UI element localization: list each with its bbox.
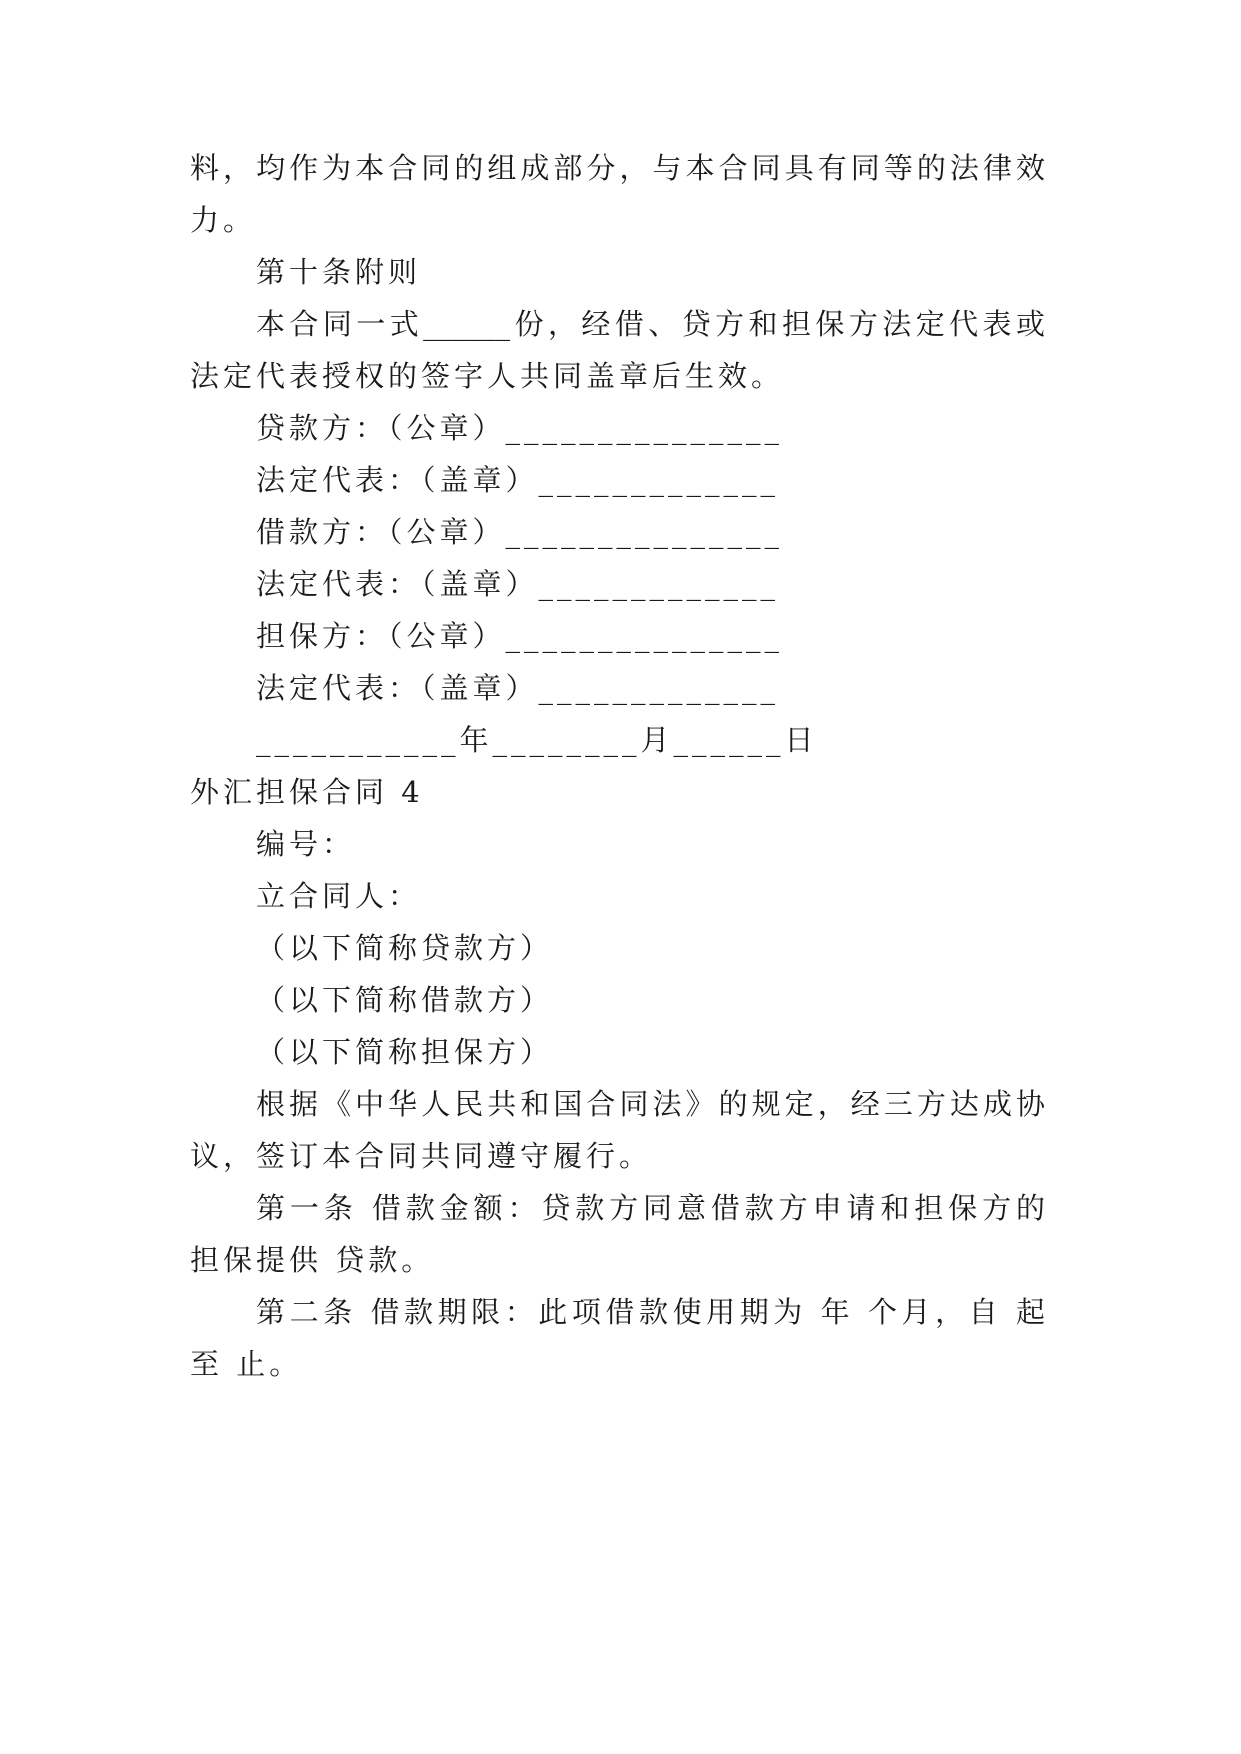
date-line: ___________年________月______日 [256, 723, 818, 757]
paragraph-line: 力。 [190, 203, 257, 237]
party-guarantor: （以下简称担保方） [256, 1035, 554, 1069]
signature-line-lender: 贷款方：（公章）_______________ [256, 411, 784, 445]
paragraph-line: 法定代表授权的签字人共同盖章后生效。 [190, 359, 785, 393]
paragraph-line: 料，均作为本合同的组成部分，与本合同具有同等的法律效 [190, 151, 1045, 185]
signature-line-guarantor: 担保方：（公章）_______________ [256, 619, 784, 653]
paragraph-line: 议，签订本合同共同遵守履行。 [190, 1139, 653, 1173]
article-two: 第二条 借款期限：此项借款使用期为 年 个月，自 起 [256, 1295, 1045, 1329]
parties-heading: 立合同人： [256, 879, 422, 913]
paragraph-line: 本合同一式______份，经借、贷方和担保方法定代表或 [256, 307, 1045, 341]
signature-line-borrower: 借款方：（公章）_______________ [256, 515, 784, 549]
article-one: 第一条 借款金额：贷款方同意借款方申请和担保方的 [256, 1191, 1045, 1225]
article-heading: 第十条附则 [256, 255, 422, 289]
signature-line-guarantor-rep: 法定代表：（盖章）_____________ [256, 671, 780, 705]
signature-line-borrower-rep: 法定代表：（盖章）_____________ [256, 567, 780, 601]
party-borrower: （以下简称借款方） [256, 983, 554, 1017]
paragraph-line: 根据《中华人民共和国合同法》的规定，经三方达成协 [256, 1087, 1045, 1121]
paragraph-line: 担保提供 贷款。 [190, 1243, 435, 1277]
contract-number: 编号： [256, 827, 356, 861]
paragraph-line: 至 止。 [190, 1347, 303, 1381]
signature-line-lender-rep: 法定代表：（盖章）_____________ [256, 463, 780, 497]
party-lender: （以下简称贷款方） [256, 931, 554, 965]
contract-title: 外汇担保合同 4 [190, 775, 424, 809]
